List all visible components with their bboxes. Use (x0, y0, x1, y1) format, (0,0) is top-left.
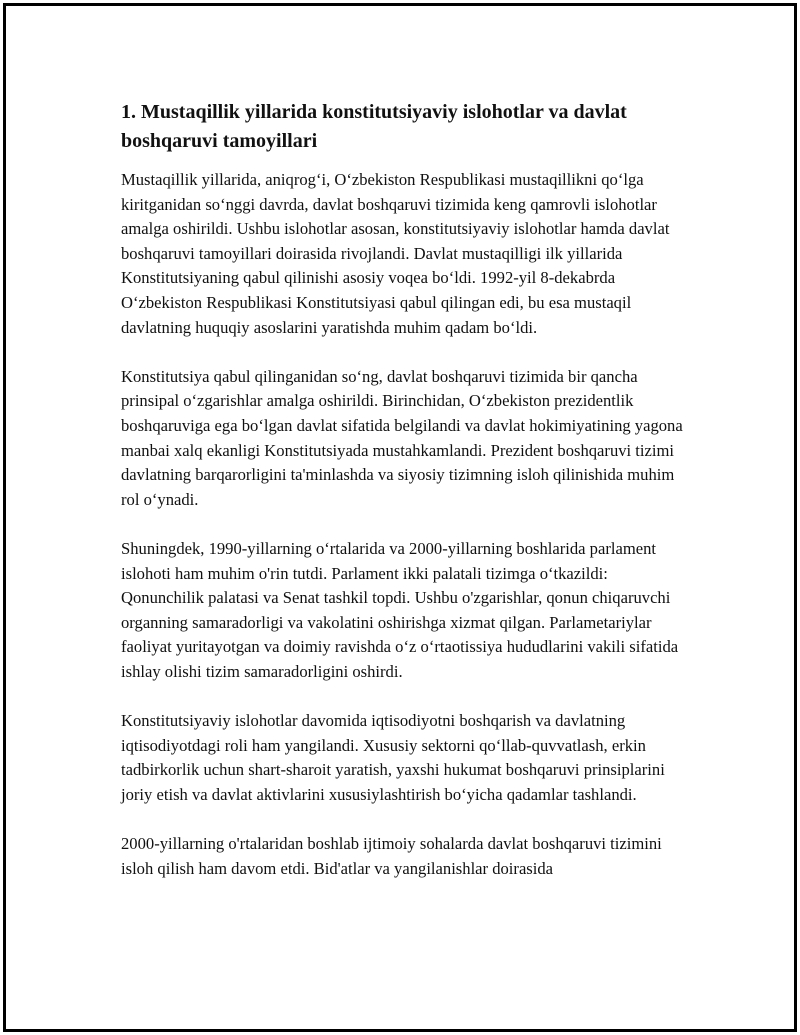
paragraph-3: Shuningdek, 1990-yillarning o‘rtalarida va 2000-yillarning boshlarida parlament islohoti ham muhim o'rin tutdi. Parlament ikki palatali tizimga o‘tkazildi: Qonunchilik palatasi va Senat tashkil topdi. Ushbu o'zgarishlar, qonun chiqaruvchi organning samaradorligi va vakolatini oshirishga xizmat qilgan. Parlametariylar faoliyat yuritayotgan va doimiy ravishda o‘z o‘rtaotissiya hududlarini vakili sifatida ishlay olishi tizim samaradorligini oshirdi. (121, 538, 679, 681)
paragraph-4: Konstitutsiyaviy islohotlar davomida iqtisodiyotni boshqarish va davlatning iqtisodiyotdagi roli ham yangilandi. Xususiy sektorni qo‘llab-quvvatlash, erkin tadbirkorlik uchun shart-sharoit yaratish, yaxshi hukumat boshqaruvi prinsiplarini joriy etish va davlat aktivlarini xususiylashtirish bo‘yicha qadamlar tashlandi. (121, 711, 665, 804)
paragraph-1: Mustaqillik yillarida, aniqrog‘i, O‘zbekiston Respublikasi mustaqillikni qo‘lga kiritganidan so‘nggi davrda, davlat boshqaruvi tizimida keng qamrovli islohotlar amalga oshirildi. Ushbu islohotlar asosan, konstitutsiyaviy islohotlar hamda davlat boshqaruvi tamoyillari doirasida rivojlandi. Davlat mustaqilligi ilk yillarida Konstitutsiyaning qabul qilinishi asosiy voqea bo‘ldi. 1992-yil 8-dekabrda O‘zbekiston Respublikasi Konstitutsiyasi qabul qilingan edi, bu esa mustaqil davlatning huquqiy asoslarini yaratishda muhim qadam bo‘ldi. (121, 170, 670, 337)
section-heading: 1. Mustaqillik yillarida konstitutsiyaviy islohotlar va davlat boshqaruvi tamoyillari (121, 101, 627, 152)
page-frame (3, 3, 797, 1032)
document-body (121, 98, 691, 906)
paragraph-5: 2000-yillarning o'rtalaridan boshlab ijtimoiy sohalarda davlat boshqaruvi tizimini isloh qilish ham davom etdi. Bid'atlar va yangilanishlar doirasida (121, 834, 662, 878)
paragraph-2: Konstitutsiya qabul qilinganidan so‘ng, davlat boshqaruvi tizimida bir qancha prinsipal o‘zgarishlar amalga oshirildi. Birinchidan, O‘zbekiston prezidentlik boshqaruviga ega bo‘lgan davlat sifatida belgilandi va davlat hokimiyatining yagona manbai xalq ekanligi Konstitutsiyada mustahkamlandi. Prezident boshqaruvi tizimi davlatning barqarorligini ta'minlashda va siyosiy tizimning isloh qilinishida muhim rol o‘ynadi. (121, 366, 683, 509)
